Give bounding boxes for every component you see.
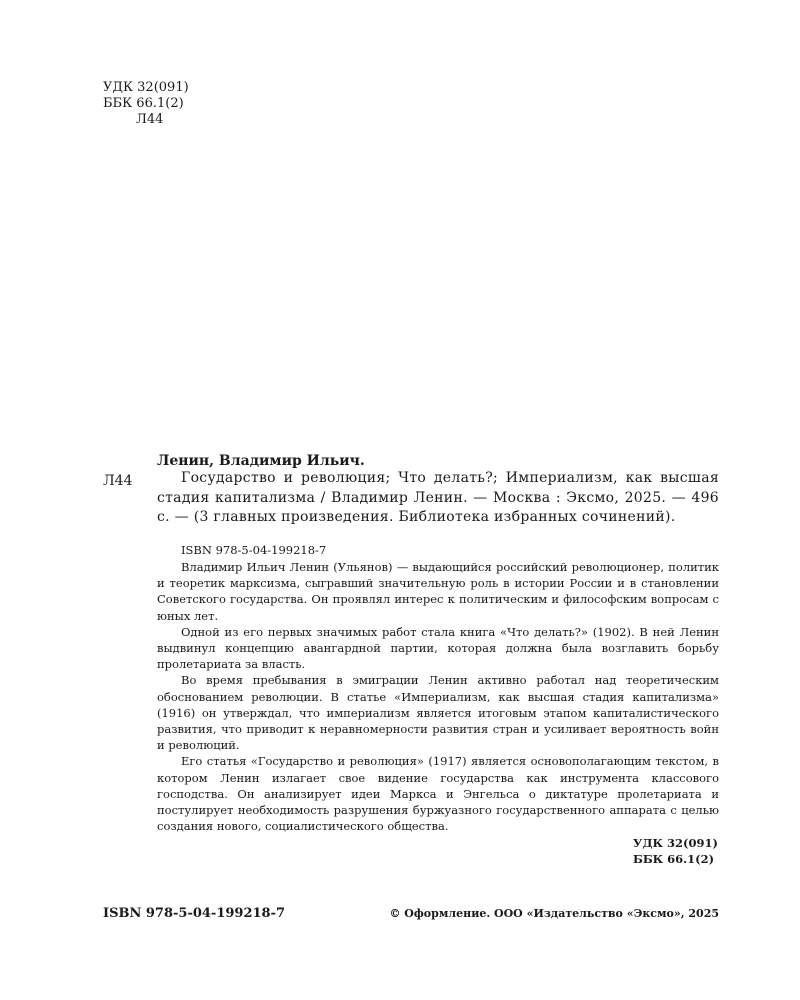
annotation-paragraph: Одной из его первых значимых работ стала книга «Что делать?» (1902). В ней Ленин выдвинул концепцию авангардной партии, которая должна была возглавить борьбу пролетариата за власть.	[157, 624, 719, 672]
footer-isbn: ISBN 978-5-04-199218-7	[103, 906, 286, 921]
annotation	[157, 559, 719, 834]
top-classification-codes	[103, 80, 189, 128]
bbk-code: ББК 66.1(2)	[633, 852, 715, 866]
title-statement: Государство и революция; Что делать?; Империализм, как высшая стадия капитализма / Владимир Ленин. — Москва : Эксмо, 2025. — 496 с. — (3 главных произведения. Библиотека избранных сочинений).	[157, 470, 719, 525]
copyright-notice: © Оформление. ООО «Издательство «Эксмо», 2025	[389, 907, 719, 920]
catalog-isbn: ISBN 978-5-04-199218-7	[181, 543, 327, 557]
author-heading: Ленин, Владимир Ильич.	[157, 453, 365, 469]
cutter-code: Л44	[136, 112, 164, 127]
annotation-paragraph: Его статья «Государство и революция» (1917) является основополагающим текстом, в котором Ленин излагает свое видение государства как инструмента классового господства. Он анализирует идеи Маркса и Энгельса о диктатуре пролетариата и постулирует необходимость разрушения буржуазного государственного аппарата с целью создания нового, социалистического общества.	[157, 754, 719, 834]
annotation-paragraph: Во время пребывания в эмиграции Ленин активно работал над теоретическим обоснованием революции. В статье «Империализм, как высшая стадия капитализма» (1916) он утверждал, что империализм является итоговым этапом капиталистического развития, что приводит к неравномерности развития стран и усиливает вероятность войн и революций.	[157, 673, 719, 753]
catalog-cutter-code: Л44	[103, 473, 133, 489]
annotation-paragraph: Владимир Ильич Ленин (Ульянов) — выдающийся российский революционер, политик и теоретик марксизма, сыгравший значительную роль в истории России и в становлении Советского государства. Он проявлял интерес к политическим и философским вопросам с юных лет.	[157, 560, 719, 623]
udk-code: УДК 32(091)	[103, 80, 189, 95]
bottom-classification-codes	[633, 835, 718, 867]
bbk-code: ББК 66.1(2)	[103, 96, 184, 111]
udk-code: УДК 32(091)	[633, 836, 718, 850]
